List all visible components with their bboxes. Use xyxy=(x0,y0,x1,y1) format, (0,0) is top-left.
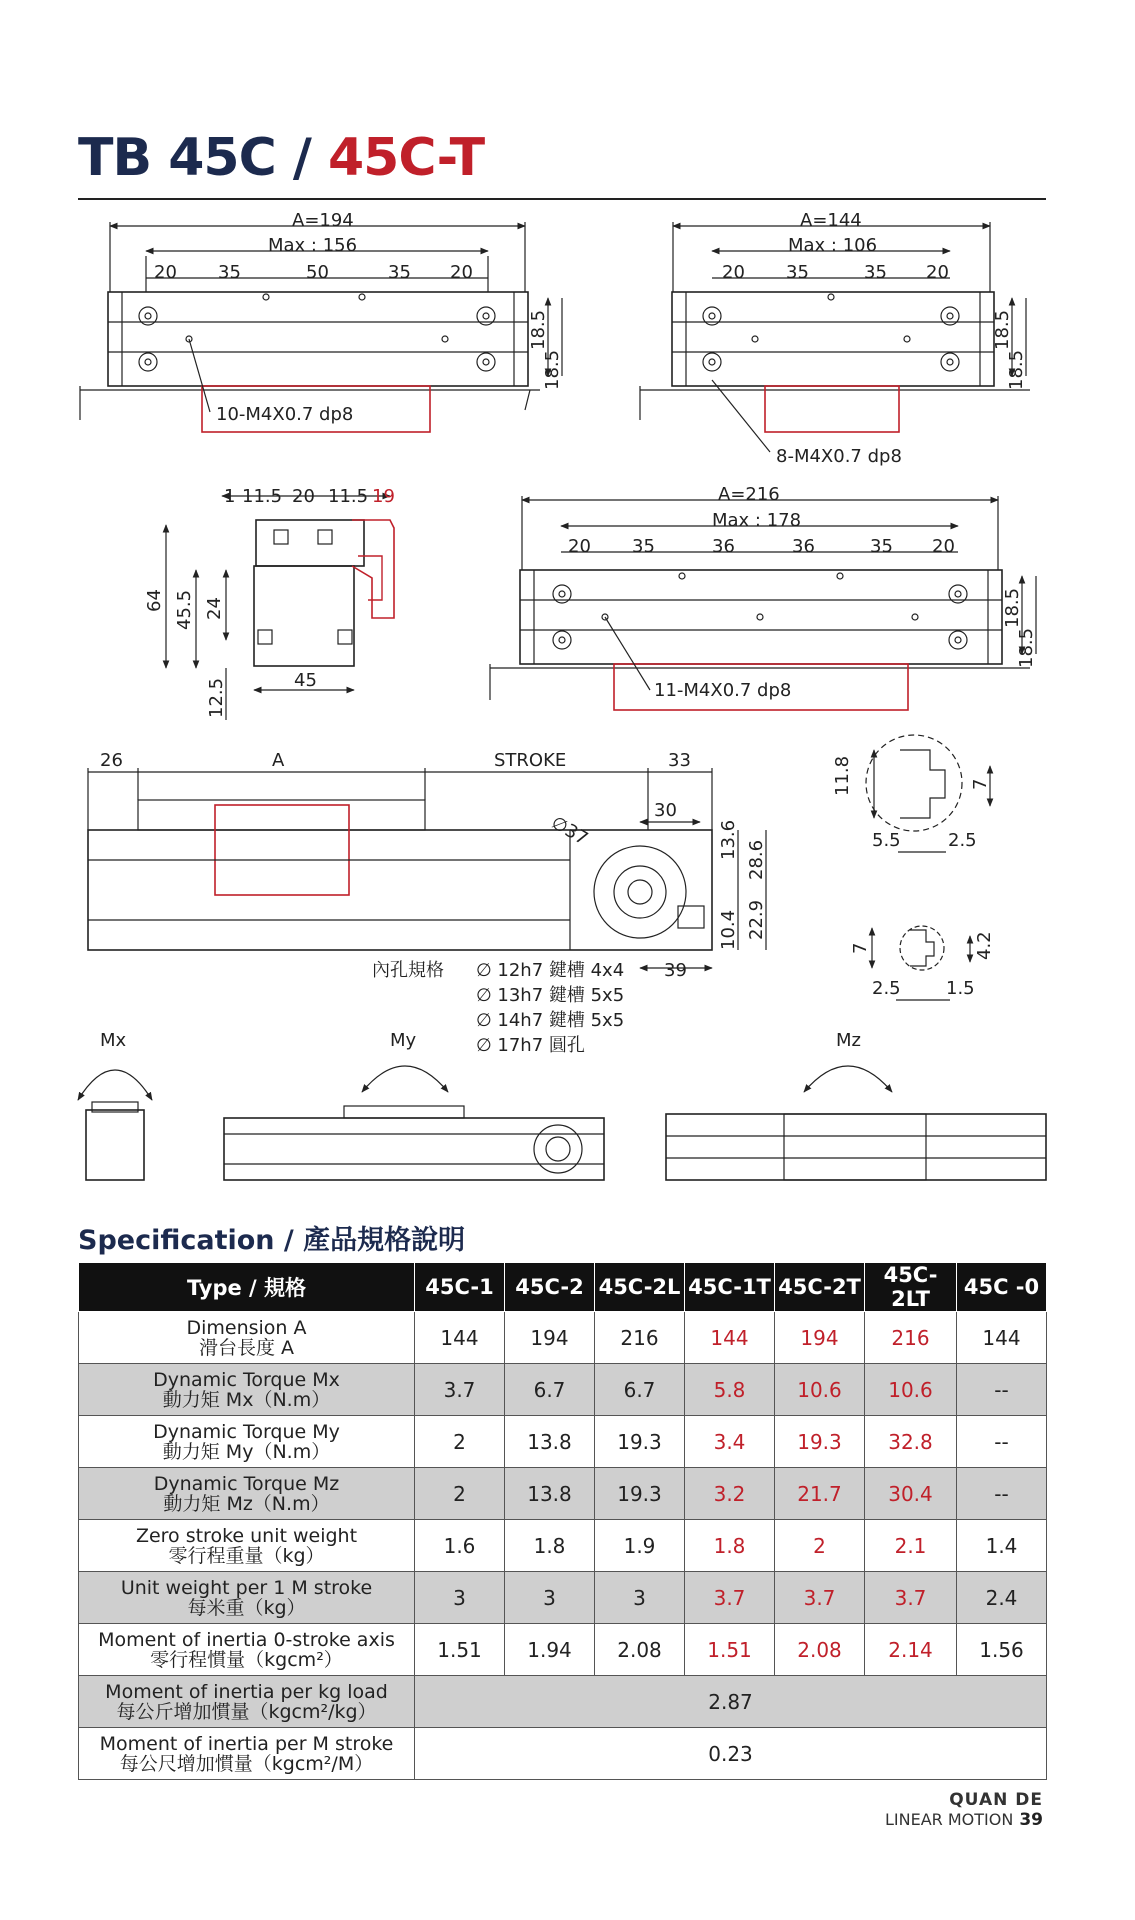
spec-cell: 21.7 xyxy=(775,1468,865,1520)
ev-w45: 45 xyxy=(294,670,317,691)
brand-footer xyxy=(885,1790,1043,1830)
spec-cell: 3.7 xyxy=(865,1572,957,1624)
spec-label-zh: 每米重（kg） xyxy=(187,1596,306,1619)
sv-dia: ∅37 xyxy=(547,812,592,850)
bore-item-2: ∅ 13h7 鍵槽 5x5 xyxy=(476,985,625,1006)
moment-mx: Mx xyxy=(100,1030,127,1051)
ev-h64: 64 xyxy=(144,589,165,612)
spec-row xyxy=(79,1312,1047,1364)
bore-label: 內孔規格 xyxy=(372,960,444,981)
spec-row xyxy=(79,1676,1047,1728)
spec-cell: 1.51 xyxy=(685,1624,775,1676)
spec-label-en: Dynamic Torque Mz xyxy=(153,1472,340,1495)
sv-d286: 28.6 xyxy=(746,839,767,880)
spec-cell-merged: 0.23 xyxy=(415,1728,1047,1780)
spec-cell: 1.4 xyxy=(957,1520,1047,1572)
sb-d7: 7 xyxy=(850,942,871,954)
brand-name: QUAN DE xyxy=(949,1790,1043,1810)
spec-cell: 6.7 xyxy=(505,1364,595,1416)
tr-dim-1: 20 xyxy=(722,262,745,283)
sa-d55: 5.5 xyxy=(872,830,901,851)
spec-table xyxy=(78,1262,1047,1780)
page-number: 39 xyxy=(1019,1810,1043,1830)
mr-side-2: 18.5 xyxy=(1016,627,1037,668)
tr-dim-3: 35 xyxy=(864,262,887,283)
spec-cell: 144 xyxy=(957,1312,1047,1364)
spec-cell-merged: 2.87 xyxy=(415,1676,1047,1728)
tl-dim-2: 35 xyxy=(218,262,241,283)
spec-cell: 2.08 xyxy=(595,1624,685,1676)
mr-dim-5: 35 xyxy=(870,536,893,557)
spec-col-45c-1t: 45C-1T xyxy=(685,1263,775,1312)
sv-da: A xyxy=(272,750,285,771)
mr-dim-2: 35 xyxy=(632,536,655,557)
ev-dim-4: 11.5 xyxy=(328,486,369,507)
spec-header-row xyxy=(79,1263,1047,1312)
sv-stroke: STROKE xyxy=(494,750,567,771)
spec-label-zh: 動力矩 Mz（N.m） xyxy=(163,1492,330,1515)
spec-cell: 1.6 xyxy=(415,1520,505,1572)
tl-a: A=194 xyxy=(292,210,354,231)
spec-cell: 19.3 xyxy=(595,1416,685,1468)
spec-label-en: Moment of inertia 0-stroke axis xyxy=(98,1628,395,1651)
spec-row-label xyxy=(79,1728,415,1780)
spec-cell: 1.56 xyxy=(957,1624,1047,1676)
sb-d42: 4.2 xyxy=(974,931,995,960)
sa-d7: 7 xyxy=(970,778,991,790)
spec-cell: -- xyxy=(957,1468,1047,1520)
drawing-end-view xyxy=(166,496,394,720)
spec-cell: 3.2 xyxy=(685,1468,775,1520)
bore-item-4: ∅ 17h7 圓孔 xyxy=(476,1035,585,1056)
spec-cell: 144 xyxy=(415,1312,505,1364)
spec-cell: 144 xyxy=(685,1312,775,1364)
spec-cell: 13.8 xyxy=(505,1416,595,1468)
bore-item-3: ∅ 14h7 鍵槽 5x5 xyxy=(476,1010,625,1031)
spec-cell: 2.1 xyxy=(865,1520,957,1572)
spec-label-zh: 滑台長度 A xyxy=(198,1336,295,1359)
spec-cell: 2 xyxy=(415,1468,505,1520)
sv-d30: 30 xyxy=(654,800,677,821)
spec-cell: 1.8 xyxy=(685,1520,775,1572)
spec-row-label xyxy=(79,1416,415,1468)
moment-mz: Mz xyxy=(836,1030,861,1051)
spec-cell: 194 xyxy=(505,1312,595,1364)
tl-dim-3: 50 xyxy=(306,262,329,283)
spec-row xyxy=(79,1416,1047,1468)
spec-cell: 3.4 xyxy=(685,1416,775,1468)
spec-row xyxy=(79,1364,1047,1416)
ev-dim-2: 11.5 xyxy=(242,486,283,507)
tr-max: Max : 106 xyxy=(788,235,878,256)
tl-dim-5: 20 xyxy=(450,262,473,283)
ev-h125: 12.5 xyxy=(206,677,227,718)
spec-cell: 3 xyxy=(505,1572,595,1624)
sa-d25: 2.5 xyxy=(948,830,977,851)
sb-d25: 2.5 xyxy=(872,978,901,999)
mr-max: Max : 178 xyxy=(712,510,802,531)
mr-dim-4: 36 xyxy=(792,536,815,557)
spec-label-zh: 零行程慣量（kgcm²） xyxy=(150,1648,343,1671)
spec-col-45c-2l: 45C-2L xyxy=(595,1263,685,1312)
sa-d118: 11.8 xyxy=(832,755,853,796)
spec-label-zh: 零行程重量（kg） xyxy=(168,1544,325,1567)
spec-cell: 10.6 xyxy=(865,1364,957,1416)
spec-row-label xyxy=(79,1624,415,1676)
mr-a: A=216 xyxy=(718,484,780,505)
spec-cell: 5.8 xyxy=(685,1364,775,1416)
ev-h455: 45.5 xyxy=(174,589,195,630)
spec-cell: 3.7 xyxy=(775,1572,865,1624)
spec-row xyxy=(79,1520,1047,1572)
spec-cell: 3.7 xyxy=(685,1572,775,1624)
spec-label-zh: 動力矩 My（N.m） xyxy=(162,1440,331,1463)
ev-h24: 24 xyxy=(204,597,225,620)
spec-label-zh: 每公尺增加慣量（kgcm²/M） xyxy=(119,1752,374,1775)
sv-d33: 33 xyxy=(668,750,691,771)
spec-cell: 194 xyxy=(775,1312,865,1364)
spec-row-label xyxy=(79,1468,415,1520)
sv-d26: 26 xyxy=(100,750,123,771)
spec-cell: 32.8 xyxy=(865,1416,957,1468)
tr-hole: 8-M4X0.7 dp8 xyxy=(776,446,902,467)
spec-cell: 216 xyxy=(865,1312,957,1364)
drawing-top-right xyxy=(640,222,1030,452)
spec-cell: 3 xyxy=(595,1572,685,1624)
sv-d136: 13.6 xyxy=(718,819,739,860)
spec-col-45c-2lt: 45C-2LT xyxy=(865,1263,957,1312)
mr-dim-6: 20 xyxy=(932,536,955,557)
spec-row-label xyxy=(79,1520,415,1572)
spec-cell: 1.51 xyxy=(415,1624,505,1676)
spec-cell: 2.4 xyxy=(957,1572,1047,1624)
spec-label-en: Dynamic Torque Mx xyxy=(153,1368,340,1391)
spec-row xyxy=(79,1468,1047,1520)
mr-side-1: 18.5 xyxy=(1002,587,1023,628)
sb-d15: 1.5 xyxy=(946,978,975,999)
sv-d229: 22.9 xyxy=(746,899,767,940)
spec-col-45c-2t: 45C-2T xyxy=(775,1263,865,1312)
spec-row-label xyxy=(79,1572,415,1624)
spec-cell: 2.14 xyxy=(865,1624,957,1676)
spec-cell: 13.8 xyxy=(505,1468,595,1520)
spec-col-45c-2: 45C-2 xyxy=(505,1263,595,1312)
tl-hole: 10-M4X0.7 dp8 xyxy=(216,404,354,425)
spec-cell: 3 xyxy=(415,1572,505,1624)
spec-cell: 10.6 xyxy=(775,1364,865,1416)
spec-row xyxy=(79,1572,1047,1624)
spec-cell: 1.94 xyxy=(505,1624,595,1676)
spec-cell: 19.3 xyxy=(775,1416,865,1468)
spec-row xyxy=(79,1624,1047,1676)
spec-label-en: Dimension A xyxy=(186,1316,307,1339)
drawing-side-view xyxy=(88,768,766,968)
tr-side-2: 18.5 xyxy=(1006,349,1027,390)
mr-dim-3: 36 xyxy=(712,536,735,557)
tl-side-2: 18.5 xyxy=(542,349,563,390)
brand-sub: LINEAR MOTION xyxy=(885,1810,1014,1829)
mr-hole: 11-M4X0.7 dp8 xyxy=(654,680,792,701)
spec-cell: 1.8 xyxy=(505,1520,595,1572)
spec-cell: 2.08 xyxy=(775,1624,865,1676)
tr-a: A=144 xyxy=(800,210,862,231)
sv-d39: 39 xyxy=(664,960,687,981)
tl-dim-1: 20 xyxy=(154,262,177,283)
spec-cell: 2 xyxy=(415,1416,505,1468)
moment-my: My xyxy=(390,1030,417,1051)
spec-cell: 1.9 xyxy=(595,1520,685,1572)
spec-body xyxy=(79,1312,1047,1780)
spec-row xyxy=(79,1728,1047,1780)
spec-col-type: Type / 規格 xyxy=(79,1263,415,1312)
spec-label-en: Moment of inertia per kg load xyxy=(105,1680,388,1703)
tr-side-1: 18.5 xyxy=(992,309,1013,350)
spec-label-zh: 動力矩 Mx（N.m） xyxy=(162,1388,331,1411)
spec-cell: 3.7 xyxy=(415,1364,505,1416)
spec-row-label xyxy=(79,1364,415,1416)
spec-cell: 19.3 xyxy=(595,1468,685,1520)
title-model-t: 45C-T xyxy=(327,128,485,188)
sv-d104: 10.4 xyxy=(718,909,739,950)
moment-views xyxy=(78,1066,1046,1180)
spec-cell: -- xyxy=(957,1364,1047,1416)
spec-col-45c-0: 45C -0 xyxy=(957,1263,1047,1312)
spec-label-en: Zero stroke unit weight xyxy=(135,1524,358,1547)
ev-dim-1: 1 xyxy=(224,486,236,507)
spec-cell: 30.4 xyxy=(865,1468,957,1520)
mr-dim-1: 20 xyxy=(568,536,591,557)
spec-label-en: Unit weight per 1 M stroke xyxy=(120,1576,373,1599)
ev-dim-3: 20 xyxy=(292,486,315,507)
ev-red-dim: 19 xyxy=(372,486,395,507)
spec-label-en: Moment of inertia per M stroke xyxy=(99,1732,394,1755)
spec-cell: -- xyxy=(957,1416,1047,1468)
spec-row-label xyxy=(79,1312,415,1364)
tl-side-1: 18.5 xyxy=(528,309,549,350)
tr-dim-2: 35 xyxy=(786,262,809,283)
spec-cell: 2 xyxy=(775,1520,865,1572)
bore-item-1: ∅ 12h7 鍵槽 4x4 xyxy=(476,960,625,981)
spec-cell: 6.7 xyxy=(595,1364,685,1416)
spec-cell: 216 xyxy=(595,1312,685,1364)
spec-row-label xyxy=(79,1676,415,1728)
spec-label-zh: 每公斤增加慣量（kgcm²/kg） xyxy=(116,1700,377,1723)
tl-max: Max : 156 xyxy=(268,235,358,256)
spec-col-45c-1: 45C-1 xyxy=(415,1263,505,1312)
title-model: TB 45C / xyxy=(78,128,311,188)
spec-heading: Specification / 產品規格說明 xyxy=(78,1225,466,1256)
tr-dim-4: 20 xyxy=(926,262,949,283)
spec-label-en: Dynamic Torque My xyxy=(153,1420,340,1443)
tl-dim-4: 35 xyxy=(388,262,411,283)
